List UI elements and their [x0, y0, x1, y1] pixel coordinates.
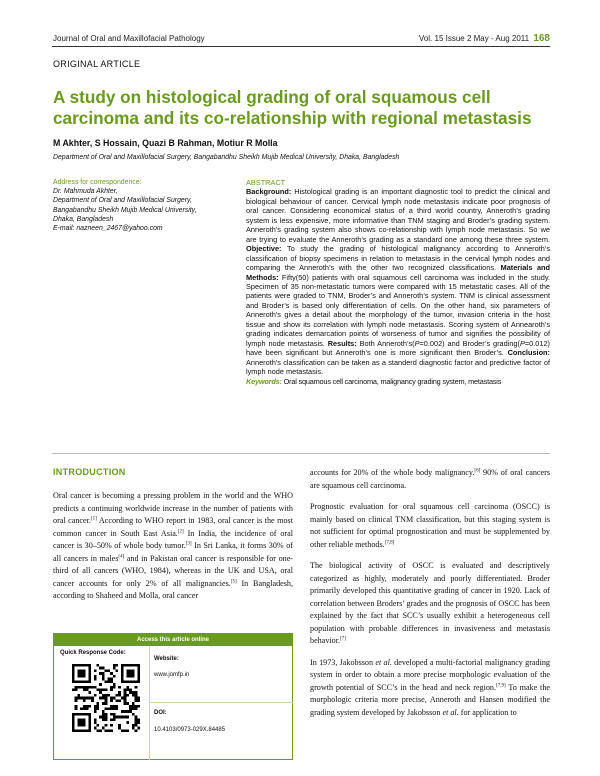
citation[interactable]: [5] [230, 578, 237, 584]
box-divider-vertical [149, 646, 150, 760]
abstract-block [246, 178, 550, 386]
keywords-text: Oral squamous cell carcinoma, malignancy grading system, metastasis [281, 376, 502, 386]
website-label: Website: [154, 656, 179, 662]
citation[interactable]: [7] [340, 636, 346, 642]
methods-label: Materials and Methods: [246, 263, 551, 282]
paragraph-1-continued [310, 467, 550, 492]
results-text-b: =0.002) and Broder’s grading( [419, 338, 520, 348]
citation[interactable]: [2] [177, 528, 184, 534]
keywords-label: Keywords: [246, 376, 282, 386]
body-column-right [310, 467, 550, 728]
paragraph-1 [53, 490, 293, 603]
text-run: Prognostic evaluation for oral squamous cell carcinoma (OSCC) is mainly based on clinical TNM classification, but this staging system is not sufficient for optimal prognostication and must be supplemented by other reliable methods. [310, 502, 550, 549]
article-title: A study on histological grading of oral squamous cell carcinoma and its co-relationship with regional metastasis [53, 87, 532, 128]
abstract-label: ABSTRACT [246, 178, 286, 187]
page-number: 168 [533, 33, 550, 44]
keywords-line [246, 377, 550, 386]
methods-text: Fifty(50) patients with oral squamous cell carcinoma was included in the study. Specimen of 35 non-metastatic tumors were compared with 15 metastatic cases. All of the patients were graded to TNM, Broder’s and Anneroth’s system. TNM is clinical assessment and Broder’s is based only differentiation of cells. On the other hand, six parameters of Anneroth’s gives a detail about the morphology of the tumor, invasion criteria in the host tissue and show its correlation with lymph node metastasis. Scoring system of Annearoth’s grading indicates demarcation points of worseness of tumor and signifies the possibility of lymph node metastasis. [246, 272, 550, 348]
citation[interactable]: [7,9] [496, 682, 506, 688]
text-run: The biological activity of OSCC is evaluated and descriptively categorized as highly, moderately and poorly differentiated. Broder primarily developed this quantitative grading of cancer in 1920. Lack of correlation between Broders’ grades and the prognosis of OSCC has been explained by the fact that SCC’s usually exhibit a heterogeneous cell population with probable differences in invasiveness and metastasis behavior. [310, 561, 550, 645]
objective-text: To study the grading of histological malignancy according to Anneroth’s classification of biopsy specimens in relation to metastasis in the cervical lymph nodes and comparing the Anneroth’s with the other two recognized classifications. [246, 244, 550, 273]
text-run: In 1973, Jakobsson [310, 657, 376, 667]
background-label: Background: [246, 187, 292, 197]
text-run-italic: et al. [442, 707, 459, 717]
doi-link[interactable]: 10.4103/0973-029X.84485 [154, 727, 226, 733]
results-text-a: Both Anneroth’s( [356, 338, 415, 348]
journal-name: Journal of Oral and Maxillofacial Pathology [53, 34, 205, 43]
citation[interactable]: [4] [118, 553, 125, 559]
citation[interactable]: [3] [185, 541, 192, 547]
text-run: Oral cancer is becoming a pressing problem in the world and the WHO predicts a continuing worldwide increase in the number of patients with oral cancer. [53, 491, 293, 525]
p-value-symbol: P [519, 338, 525, 348]
text-run: According to WHO report in 1983, oral cancer is the most common cancer in South East Asia. [53, 516, 293, 538]
header-rule [52, 46, 550, 47]
correspondence-name: Dr. Mahmuda Akhter, [53, 188, 118, 196]
text-run: accounts for 20% of the whole body malignancy. [310, 468, 475, 477]
results-label: Results: [327, 338, 357, 348]
qr-label: Quick Response Code: [60, 650, 126, 656]
text-run: In Sri Lanka, it forms 30% of all cancers in males [53, 541, 293, 563]
access-article-box [53, 633, 293, 760]
objective-label: Objective: [246, 244, 282, 254]
text-run: and in Pakistan oral cancer is responsible for one-third of all cancers (WHO, 1984), whereas in the UK and USA, oral cancer accounts for only 2% of all malignancies. [53, 553, 294, 588]
text-run: In India, the incidence of oral cancer is 30–50% of whole body tumor. [53, 528, 293, 550]
box-divider-horizontal [149, 702, 293, 703]
issue-text: Vol. 15 Issue 2 May - Aug 2011 [418, 34, 530, 43]
correspondence-email[interactable]: E-mail: nazneen_2467@yahoo.com [53, 225, 163, 233]
website-link[interactable]: www.jomfp.in [154, 672, 190, 678]
authors: M Akhter, S Hossain, Quazi B Rahman, Motiur R Molla [53, 138, 278, 148]
text-run: To make the morphologic criteria more precise, Anneroth and Hansen modified the grading system developed by Jakobsson [310, 682, 550, 717]
correspondence-univ: Bangabandhu Sheikh Mujib Medical University, [53, 206, 197, 214]
correspondence-dept: Department of Oral and Maxillofacial Surgery, [53, 197, 192, 205]
text-run: In Bangladesh, according to Shaheed and Molla, oral cancer [53, 578, 293, 600]
conclusion-text: Anneroth’s classification can be taken as a standerd diagnostic factor and predictive factor of lymph node metastasis. [246, 357, 550, 377]
text-run: for application to [458, 707, 517, 717]
citation[interactable]: [6] [474, 468, 481, 474]
body-column-left [53, 490, 293, 612]
affiliation: Department of Oral and Maxillofacial Surgery, Bangabandhu Sheikh Mujib Medical University, Dhaka, Bangladesh [53, 154, 400, 161]
correspondence-label: Address for correspondence: [53, 179, 142, 186]
access-box-title: Access this article online [54, 634, 292, 646]
conclusion-label: Conclusion: [507, 348, 550, 358]
correspondence-city: Dhaka, Bangladesh [53, 215, 114, 223]
introduction-heading: INTRODUCTION [53, 467, 126, 477]
p-value-symbol: P [414, 338, 420, 348]
text-run: 90% of oral cancers are squamous cell carcinoma. [310, 468, 551, 490]
results-text-c: =0.012) have been significant but Anneroth’s one is more significant then Broder’s. [246, 338, 550, 358]
citation[interactable]: [7,8] [384, 539, 395, 545]
correspondence-block [53, 178, 233, 233]
issue-info [419, 33, 550, 44]
text-run-italic: et al. [375, 657, 392, 667]
qr-code-icon[interactable] [72, 664, 140, 732]
abstract-text [246, 187, 550, 376]
paragraph-4 [310, 657, 550, 720]
citation[interactable]: [1] [90, 516, 97, 522]
text-run: developed a multi-factorial malignancy grading system in order to obtain a more precise morphologic evaluation of the growth potential of SCC’s in the head and neck region. [310, 657, 550, 692]
background-text: Histological grading is an important diagnostic tool to predict the clinical and biological behaviour of cancer. Cervical lymph node metastasis indicate poor prognosis of oral cancer. Considering economical status of a third world country, Anneroth’s grading system is less expensive, more informative than TNM staging and Broder’s grading system. Anneroth’s grading system also shows co-relationship with lymph node metastasis. So we are trying to evaluate the Anneroth’s grading as a standard one among these three system. [246, 187, 550, 244]
doi-label: DOI: [154, 710, 167, 716]
paragraph-2 [310, 501, 550, 551]
article-type: ORIGINAL ARTICLE [53, 59, 141, 69]
paragraph-3 [310, 560, 550, 648]
section-divider [52, 453, 550, 454]
